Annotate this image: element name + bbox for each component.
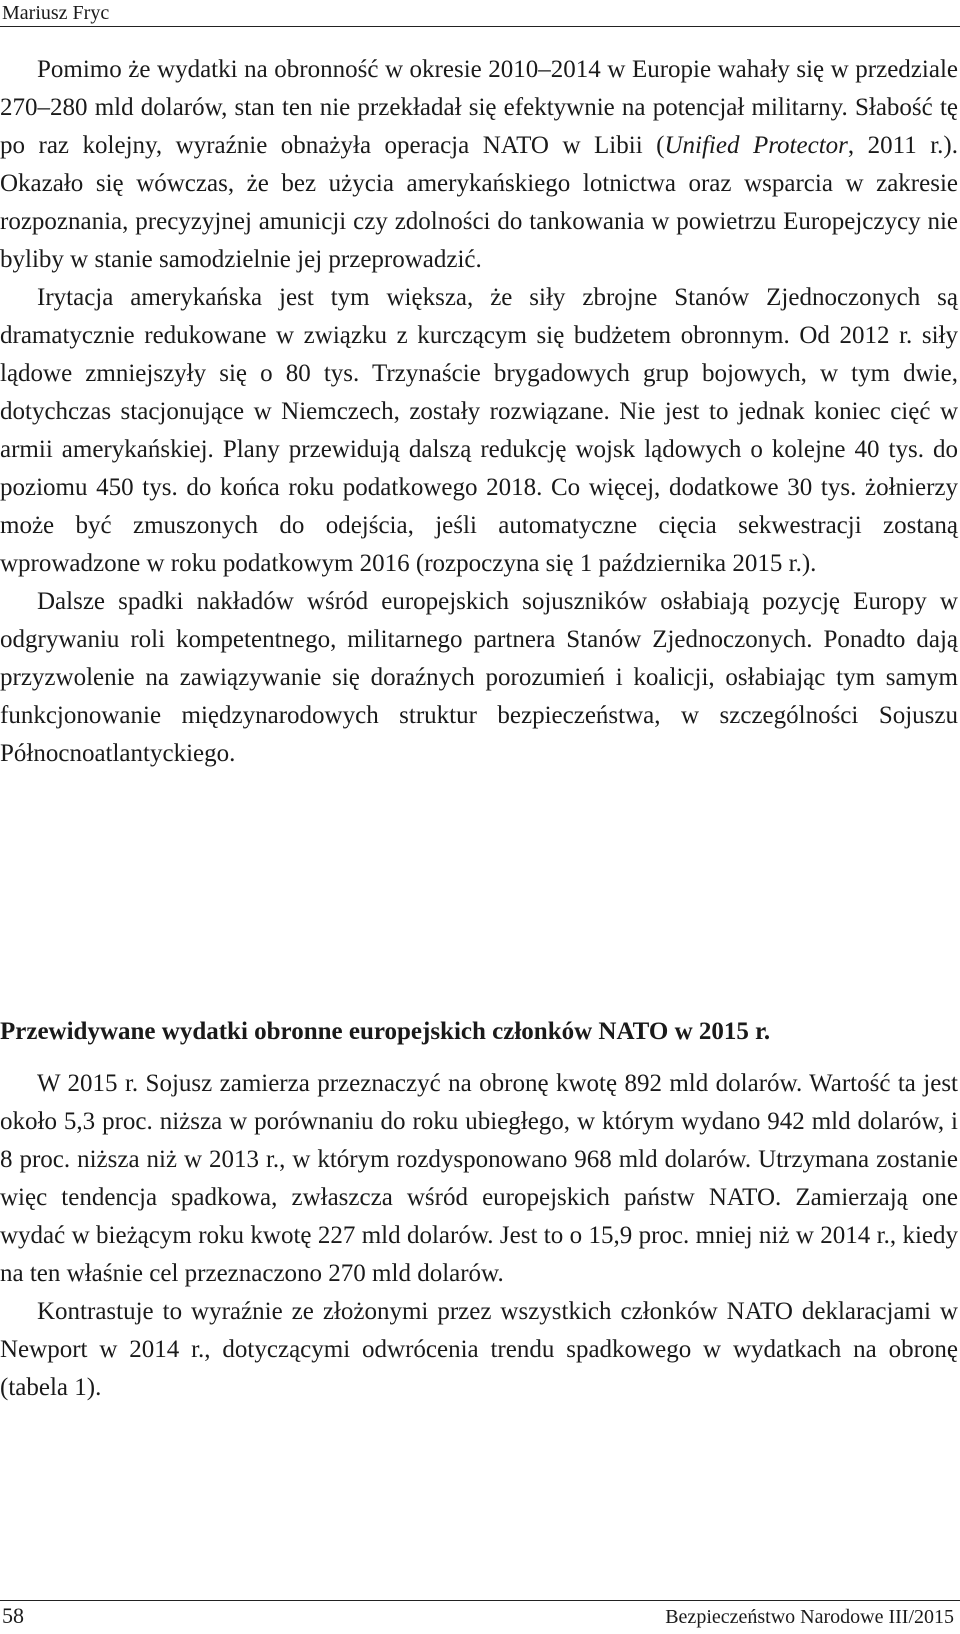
- paragraph-1: [0, 51, 958, 279]
- paragraph-1-text-a: Pomimo że wydatki na obronność w okresie 2010–2014 w Europie wahały się w przedziale 270–280 mld dolarów, stan ten nie przekładał się efektywnie na potencjał militarny. Słabość tę po raz kolejny, wyraźnie obnażyła operacja NATO w Libii (: [0, 56, 958, 159]
- page-number: 58: [2, 1603, 24, 1628]
- header-author: Mariusz Fryc: [2, 2, 110, 24]
- section-heading: Przewidywane wydatki obronne europejskich członków NATO w 2015 r.: [0, 1018, 771, 1045]
- paragraph-2: Irytacja amerykańska jest tym większa, że siły zbrojne Stanów Zjednoczonych są dramatycznie redukowane w związku z kurczącym się budżetem obronnym. Od 2012 r. siły lądowe zmniejszyły się o 80 tys. Trzynaście brygadowych grup bojowych, w tym dwie, dotychczas stacjonujące w Niemczech, zostały rozwiązane. Nie jest to jednak koniec cięć w armii amerykańskiej. Plany przewidują dalszą redukcję wojsk lądowych o kolejne 40 tys. do poziomu 450 tys. do końca roku podatkowego 2018. Co więcej, dodatkowe 30 tys. żołnierzy może być zmuszonych do odejścia, jeśli automatyczne cięcia sekwestracji zostaną wprowadzone w roku podatkowym 2016 (rozpoczyna się 1 października 2015 r.).: [0, 284, 958, 577]
- operation-name: Unified Protector: [664, 132, 848, 159]
- section-1-body: [0, 51, 958, 773]
- paragraph-3: Dalsze spadki nakładów wśród europejskich sojuszników osłabiają pozycję Europy w odgrywaniu roli kompetentnego, militarnego partnera Stanów Zjednoczonych. Ponadto dają przyzwolenie na zawiązywanie się doraźnych porozumień i koalicji, osłabiając tym samym funkcjonowanie międzynarodowych struktur bezpieczeństwa, w szczególności Sojuszu Północnoatlantyckiego.: [0, 588, 958, 767]
- footer-rule: [0, 1600, 960, 1601]
- journal-title: Bezpieczeństwo Narodowe III/2015: [665, 1606, 954, 1628]
- running-header: [0, 0, 960, 28]
- section-2-body: [0, 1065, 958, 1407]
- paragraph-1-text-b: , 2011 r.). Okazało się wówczas, że bez użycia amerykańskiego lotnictwa oraz wsparcia w zakresie rozpoznania, precyzyjnej amunicji czy zdolności do tankowania w powietrzu Europejczycy nie byliby w stanie samodzielnie jej przeprowadzić.: [0, 132, 958, 273]
- header-rule: [0, 26, 960, 27]
- running-footer: [0, 1600, 960, 1634]
- paragraph-5: Kontrastuje to wyraźnie ze złożonymi przez wszystkich członków NATO deklaracjami w Newport w 2014 r., dotyczącymi odwrócenia trendu spadkowego w wydatkach na obronę (tabela 1).: [0, 1298, 958, 1401]
- paragraph-4: W 2015 r. Sojusz zamierza przeznaczyć na obronę kwotę 892 mld dolarów. Wartość ta jest około 5,3 proc. niższa w porównaniu do roku ubiegłego, w którym wydano 942 mld dolarów, i 8 proc. niższa niż w 2013 r., w którym rozdysponowano 968 mld dolarów. Utrzymana zostanie więc tendencja spadkowa, zwłaszcza wśród europejskich państw NATO. Zamierzają one wydać w bieżącym roku kwotę 227 mld dolarów. Jest to o 15,9 proc. mniej niż w 2014 r., kiedy na ten właśnie cel przeznaczono 270 mld dolarów.: [0, 1070, 958, 1287]
